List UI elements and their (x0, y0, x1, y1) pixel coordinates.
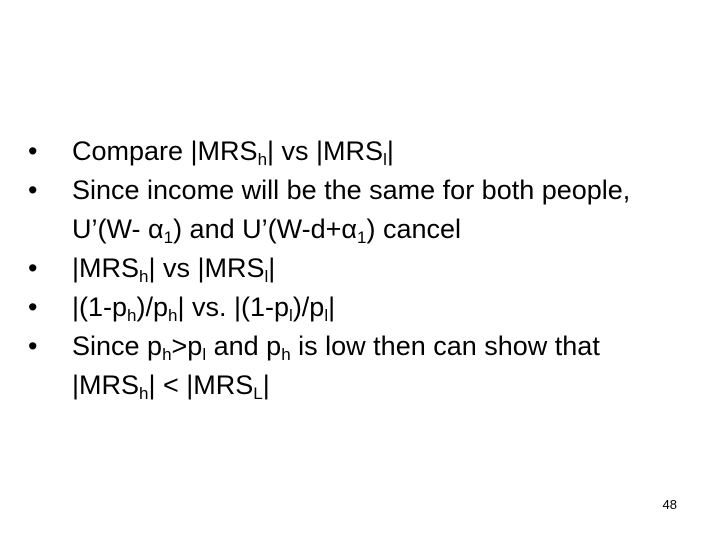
bullet-item (28, 132, 688, 171)
text-run: Since p (72, 331, 163, 361)
bullet-text (72, 331, 600, 403)
subscript: h (139, 267, 149, 286)
bullet-text (72, 136, 394, 169)
text-run: |MRS (72, 253, 140, 283)
bullet-list (28, 132, 688, 405)
text-run: | (328, 292, 336, 322)
bullet-item (28, 288, 688, 327)
text-run: ) cancel (366, 214, 461, 244)
bullet-dot: • (28, 331, 38, 361)
text-run: Compare |MRS (72, 136, 258, 166)
subscript: h (139, 384, 149, 403)
bullet-text (72, 292, 336, 325)
text-run: >p (171, 331, 203, 361)
bullet-text (72, 175, 631, 247)
subscript: h (281, 345, 291, 364)
text-run: | vs |MRS (148, 253, 265, 283)
subscript: h (127, 306, 137, 325)
subscript: h (257, 150, 268, 169)
subscript: 1 (356, 228, 367, 247)
subscript: l (264, 267, 269, 286)
text-run: Since income will be the same for both people, U’(W- α (72, 175, 631, 244)
text-run: is low then can show that |MRS (72, 331, 600, 400)
subscript: l (324, 306, 329, 325)
bullet-text (72, 253, 276, 286)
text-run: )/p (292, 292, 325, 322)
bullet-item (28, 171, 688, 249)
bullet-dot: • (28, 253, 38, 283)
bullet-item (28, 249, 688, 288)
subscript: 1 (163, 228, 174, 247)
text-run: |(1-p (72, 292, 128, 322)
subscript: h (168, 306, 178, 325)
bullet-dot: • (28, 136, 38, 166)
subscript: L (253, 384, 263, 403)
bullet-dot: • (28, 292, 38, 322)
text-run: | < |MRS (148, 370, 254, 400)
text-run: and p (206, 331, 282, 361)
text-run: )/p (136, 292, 169, 322)
text-run: | (386, 136, 394, 166)
text-run: | (268, 253, 276, 283)
page-number: 48 (662, 497, 677, 512)
text-run: | vs |MRS (267, 136, 384, 166)
bullet-item (28, 327, 688, 405)
subscript: l (383, 150, 387, 169)
subscript: l (202, 345, 207, 364)
text-run: ) and U’(W-d+α (173, 214, 357, 244)
bullet-dot: • (28, 175, 38, 205)
subscript: h (162, 345, 172, 364)
text-run: | vs. |(1-p (177, 292, 290, 322)
text-run: | (262, 370, 270, 400)
subscript: l (289, 306, 293, 325)
